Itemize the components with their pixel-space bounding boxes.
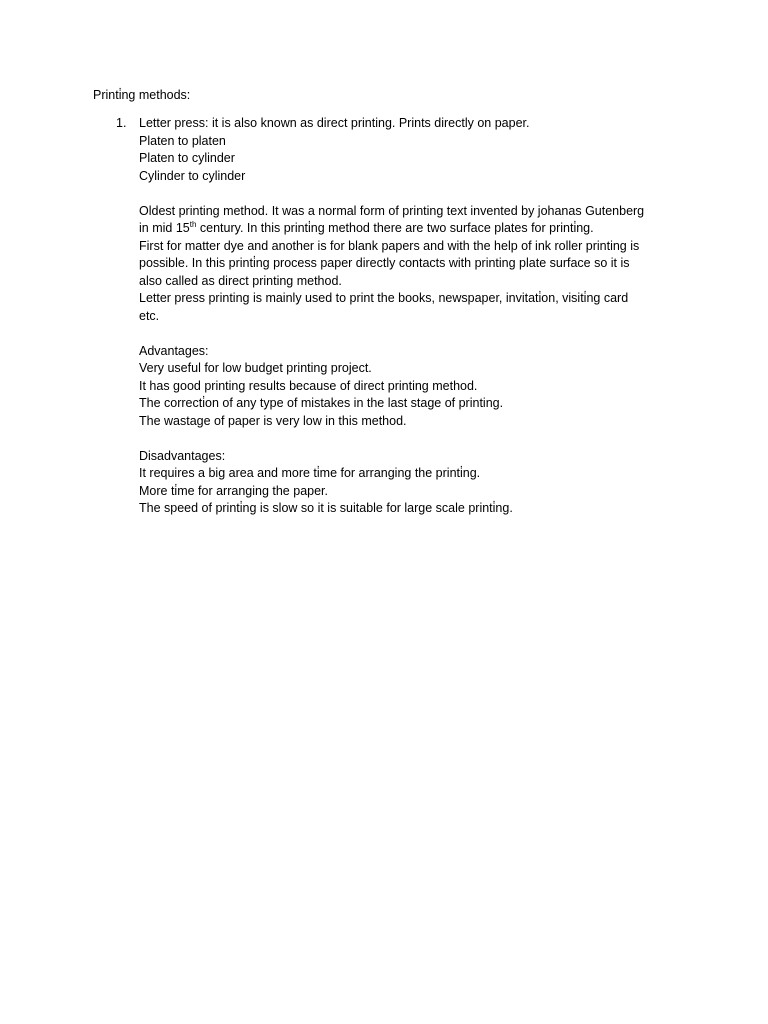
- advantage-item: The wastage of paper is very low in this method.: [139, 413, 407, 428]
- description-text: century. In this printi̇ng method there are two surface plates for printi̇ng.: [196, 221, 594, 235]
- description-line: also called as direct printing method.: [139, 273, 342, 288]
- advantages-heading: Advantages:: [139, 343, 209, 358]
- description-line: possible. In this printi̇ng process paper directly contacts with printing plate surface so it is: [139, 256, 630, 270]
- disadvantage-item: The speed of printi̇ng is slow so it is suitable for large scale printi̇ng.: [139, 501, 513, 515]
- advantage-item: It has good printing results because of direct printing method.: [139, 378, 478, 393]
- advantage-item: The correcti̇on of any type of mistakes in the last stage of printing.: [139, 396, 504, 410]
- intro-line: Platen to platen: [139, 133, 226, 148]
- paragraph-gap: [139, 185, 699, 203]
- intro-line: Platen to cylinder: [139, 151, 235, 165]
- paragraph-gap: [139, 430, 699, 448]
- intro-line: Letter press: it is also known as direct printing. Prints directly on paper.: [139, 116, 530, 130]
- description-line: Oldest printing method. It was a normal form of printing text invented by johanas Gutenberg: [139, 203, 645, 218]
- disadvantages-heading: Disadvantages:: [139, 448, 226, 463]
- description-line: First for matter dye and another is for blank papers and with the help of ink roller printing is: [139, 238, 640, 253]
- list-item-number: 1.: [116, 116, 127, 130]
- list-item-body: [139, 115, 699, 518]
- description-text: in mid 15: [139, 221, 190, 235]
- ordinal-superscript: th: [189, 219, 197, 229]
- disadvantage-item: More ti̇me for arranging the paper.: [139, 483, 328, 498]
- paragraph-gap: [139, 325, 699, 343]
- advantage-item: Very useful for low budget printing project.: [139, 361, 372, 375]
- description-line: [139, 220, 699, 238]
- disadvantage-item: It requires a big area and more ti̇me for arranging the printi̇ng.: [139, 466, 481, 480]
- description-line: Letter press printing is mainly used to print the books, newspaper, invitati̇on, visiti̇ng card: [139, 291, 629, 305]
- description-line: etc.: [139, 308, 160, 323]
- intro-line: Cylinder to cylinder: [139, 168, 246, 183]
- document-title: Printi̇ng methods:: [93, 88, 191, 102]
